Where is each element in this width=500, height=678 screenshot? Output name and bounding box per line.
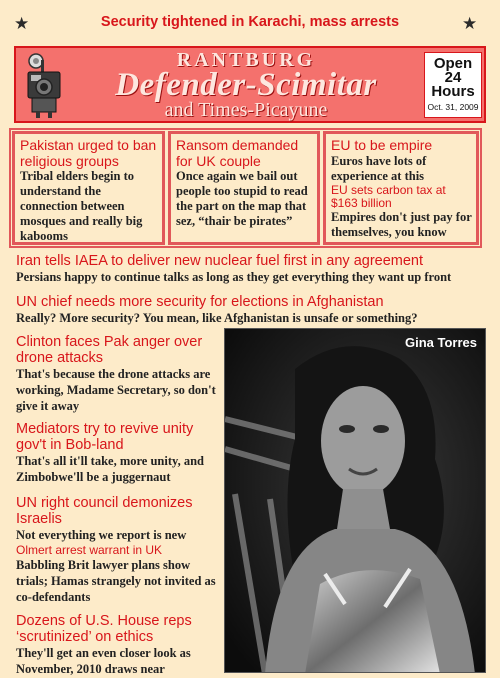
story-blurb: Once again we bail out people too stupid to read the part on the map that sez, “thair be pirates”	[176, 169, 308, 228]
top-bar	[0, 6, 500, 36]
top-headline-link[interactable]: Security tightened in Karachi, mass arrests	[100, 14, 400, 30]
star-icon: ★	[14, 14, 30, 34]
sub-headline-link[interactable]: EU sets carbon tax at $163 billion	[331, 182, 446, 210]
story-headline-link[interactable]: Iran tells IAEA to deliver new nuclear fuel first in any agreement	[16, 253, 424, 269]
boxed-story	[323, 131, 479, 245]
masthead	[14, 46, 486, 123]
sub-story-blurb: Babbling Brit lawyer plans show trials; Hamas strangely not invited as co-defendants	[16, 558, 216, 604]
portrait-image	[225, 329, 486, 673]
story-headline-link[interactable]: UN right council demonizes Israelis	[16, 495, 193, 527]
story-blurb: They'll get an even closer look as November, 2010 draws near	[16, 646, 191, 676]
story-blurb: Really? More security? You mean, like Afghanistan is unsafe or something?	[16, 311, 418, 325]
star-icon: ★	[462, 14, 478, 34]
story-headline-link[interactable]: Pakistan urged to ban religious groups	[20, 137, 157, 169]
story-blurb: That's because the drone attacks are working, Madame Secretary, so don't give it away	[16, 367, 216, 413]
story-blurb: Euros have lots of experience at this	[331, 153, 427, 183]
story-headline-link[interactable]: Dozens of U.S. House reps ‘scrutinized’ on ethics	[16, 613, 192, 645]
wide-story	[16, 253, 486, 285]
sub-story-blurb: Empires don't just pay for themselves, you know	[331, 209, 472, 239]
masthead-line1: RANTBURG	[176, 49, 316, 71]
story-headline-link[interactable]: EU to be empire	[331, 137, 433, 153]
story-blurb: Tribal elders begin to understand the connection between mosques and really big kabooms	[20, 169, 143, 243]
open-hours-label: Hours	[431, 83, 475, 100]
left-story	[16, 421, 221, 485]
story-blurb: Persians happy to continue talks as long as they get everything they want up front	[16, 270, 452, 284]
story-blurb: That's all it'll take, more unity, and Zimbobwe'll be a juggernaut	[16, 454, 204, 484]
story-blurb: Not everything we report is new	[16, 528, 187, 542]
masthead-line3: and Times-Picayune	[164, 99, 328, 121]
left-story	[16, 334, 221, 414]
boxed-story	[12, 131, 165, 245]
story-headline-link[interactable]: Ransom demanded for UK couple	[176, 137, 299, 169]
story-headline-link[interactable]: Mediators try to revive unity gov't in Bob-land	[16, 421, 194, 453]
open-label: Open	[433, 55, 473, 72]
camera-icon	[24, 52, 64, 120]
featured-photo[interactable]	[224, 328, 486, 673]
masthead-title[interactable]	[76, 48, 416, 121]
open-hours-box	[424, 52, 482, 118]
masthead-line2: Defender-Scimitar	[115, 67, 377, 103]
story-headline-link[interactable]: UN chief needs more security for elections in Afghanistan	[16, 294, 384, 310]
story-headline-link[interactable]: Clinton faces Pak anger over drone attacks	[16, 334, 203, 366]
issue-date: Oct. 31, 2009	[427, 102, 479, 112]
boxed-story	[168, 131, 320, 245]
photo-caption: Gina Torres	[404, 335, 477, 350]
sub-headline-link[interactable]: Olmert arrest warrant in UK	[16, 543, 163, 557]
left-story	[16, 495, 221, 605]
open-hours-number: 24	[444, 69, 462, 86]
wide-story	[16, 294, 486, 326]
left-story	[16, 613, 221, 677]
